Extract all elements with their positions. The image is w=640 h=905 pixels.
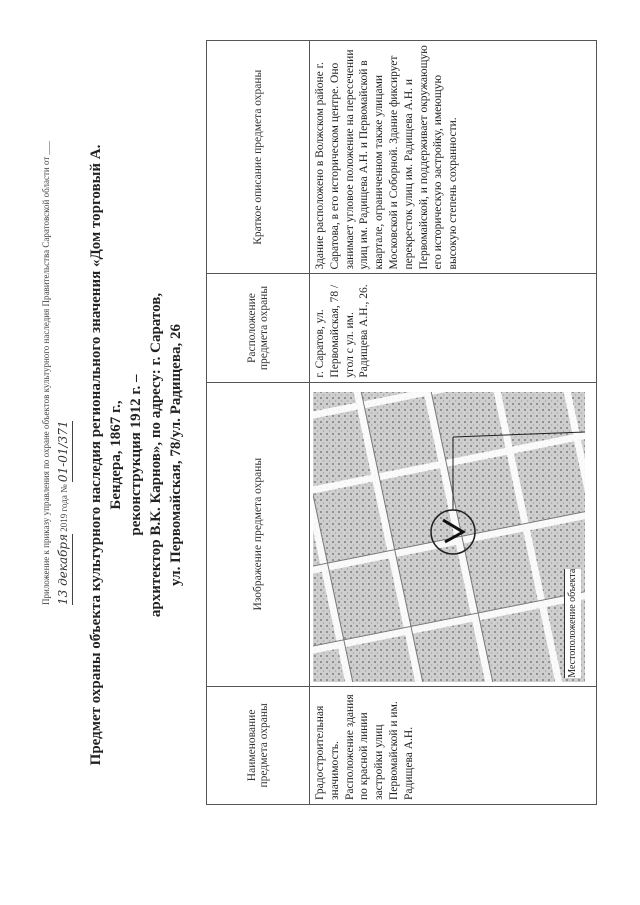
location-map (313, 392, 585, 682)
map-legend: Местоположение объекта (564, 569, 581, 678)
table-row (310, 41, 597, 805)
map-image (313, 392, 585, 682)
header-location: Расположение предмета охраны (207, 274, 310, 382)
cell-description: Здание расположено в Волжском районе г. Саратова, в его историческом центре. Оно занимает угловое положение на пересечении улиц им. Радищева А.Н. и Первомайской в квартале, ограниченном также улицами Московской и Соборной. Здание фиксирует перекресток улиц им. Радищева А.Н. и Первомайской, и поддерживает окружающую его историческую застройку, имеющую высокую степень сохранности. (310, 41, 597, 274)
annex-year: 2019 года № (58, 484, 69, 532)
cell-location: г. Саратов, ул. Первомайская, 78 / угол с ул. им. Радищева А.Н., 26. (310, 274, 597, 382)
header-name: Наименование предмета охраны (207, 686, 310, 804)
header-description: Краткое описание предмета охраны (207, 41, 310, 274)
annex-date: 13 декабря (54, 534, 73, 605)
cell-map (310, 382, 597, 686)
cell-name: Градостроительная значимость. Расположение здания по красной линии застройки улиц Первомайской и им. Радищева А.Н. (310, 686, 597, 804)
annex-line: Приложение к приказу управления по охране объектов культурного наследия Правительства Саратовской области от ___ (41, 140, 51, 605)
header-image: Изображение предмета охраны (207, 382, 310, 686)
annex-header (40, 45, 73, 605)
annex-number: 01-01/371 (54, 421, 73, 483)
title-line-2: реконструкция 1912 г. – (128, 374, 144, 536)
document-title (86, 115, 186, 795)
header-row (207, 41, 310, 805)
protection-table (206, 40, 597, 805)
title-line-4: ул. Первомайская, 78/ул. Радищева, 26 (168, 324, 184, 586)
title-line-1: Предмет охраны объекта культурного наследия регионального значения «Дом торговый А. Бендера, 1867 г., (88, 144, 124, 766)
title-line-3: архитектор В.К. Карнов», по адресу: г. Саратов, (148, 292, 164, 618)
